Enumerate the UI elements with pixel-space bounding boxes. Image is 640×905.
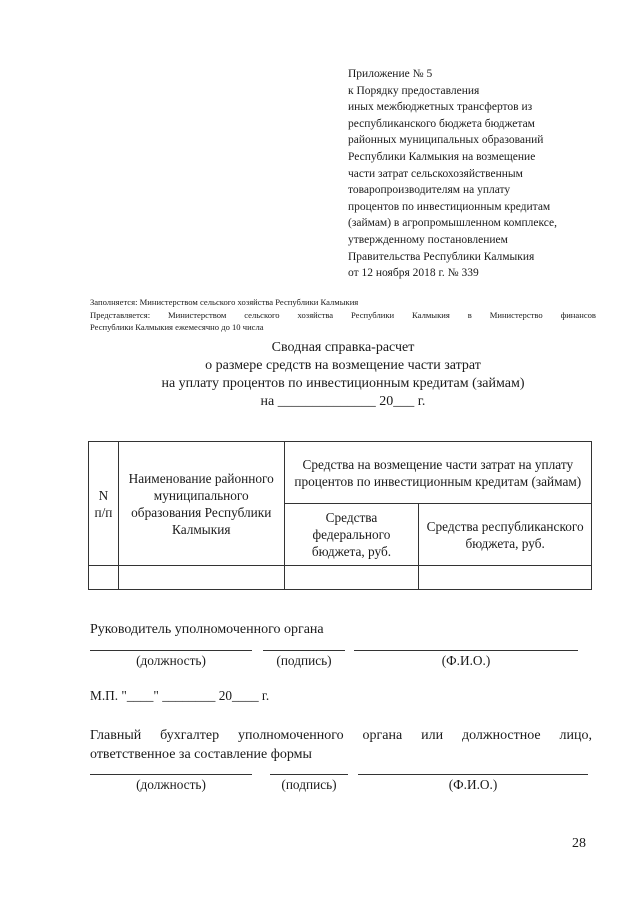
position-line[interactable] — [90, 650, 252, 651]
signature-line[interactable] — [263, 650, 345, 651]
accountant-line-2: ответственное за составление формы — [90, 747, 312, 762]
header-federal-budget: Средства федерального бюджета, руб. — [284, 504, 419, 566]
title-line-3: на уплату процентов по инвестиционным кредитам (займам) — [161, 376, 525, 391]
report-table — [88, 441, 592, 590]
position-caption-2: (должность) — [136, 777, 206, 792]
appendix-line: Правительства Республики Калмыкия — [348, 250, 535, 263]
appendix-line: от 12 ноября 2018 г. № 339 — [348, 267, 479, 280]
fill-info — [90, 296, 596, 334]
header-number: N п/п — [89, 442, 119, 566]
accountant-title — [90, 726, 592, 764]
head-title: Руководитель уполномоченного органа — [90, 622, 324, 637]
mp-year[interactable]: 20____ — [218, 688, 259, 703]
mp-day[interactable]: ____ — [126, 688, 154, 703]
fio-caption-2: (Ф.И.О.) — [448, 777, 498, 792]
cell-number[interactable] — [89, 566, 119, 590]
header-municipality: Наименование районного муниципального образования Республики Калмыкия — [118, 442, 284, 566]
appendix-line: (займам) в агропромышленном комплексе, — [348, 217, 558, 230]
date-year[interactable]: 20___ — [379, 394, 415, 409]
fio-caption: (Ф.И.О.) — [441, 653, 491, 668]
stamp-date-line — [90, 688, 269, 704]
title-line-1: Сводная справка-расчет — [271, 340, 415, 355]
signature-caption-2: (подпись) — [281, 777, 337, 792]
page-number: 28 — [572, 836, 586, 851]
fio-line[interactable] — [354, 650, 578, 651]
signature-caption: (подпись) — [276, 653, 332, 668]
date-suffix: г. — [417, 394, 426, 409]
table-row — [89, 566, 592, 590]
date-prefix: на — [260, 394, 275, 409]
filled-by-text: Заполняется: Министерством сельского хозяйства Республики Калмыкия — [90, 297, 359, 307]
header-funds-group: Средства на возмещение части затрат на уплату процентов по инвестиционным кредитам (займам) — [284, 442, 591, 504]
appendix-line: части затрат сельскохозяйственным — [348, 167, 523, 180]
mp-prefix: М.П. " — [90, 688, 127, 703]
signature-line-2[interactable] — [270, 774, 348, 775]
submitted-by-text: Представляется: Министерством сельского хозяйства Республики Калмыкия в Министерство финансов — [90, 309, 596, 320]
title-date-line — [90, 393, 596, 411]
cell-municipality[interactable] — [118, 566, 284, 590]
appendix-line: товаропроизводителям на уплату — [348, 184, 511, 197]
accountant-line-1: Главный бухгалтер уполномоченного органа или должностное лицо, — [90, 728, 592, 743]
appendix-header — [348, 66, 618, 282]
appendix-line: утвержденному постановлением — [348, 233, 508, 246]
fio-line-2[interactable] — [358, 774, 588, 775]
position-caption: (должность) — [136, 653, 206, 668]
appendix-line: к Порядку предоставления — [348, 84, 480, 97]
cell-republic[interactable] — [419, 566, 592, 590]
appendix-line: районных муниципальных образований — [348, 134, 544, 147]
date-blank[interactable]: ______________ — [277, 394, 376, 409]
appendix-line: иных межбюджетных трансфертов из — [348, 101, 533, 114]
appendix-line: республиканского бюджета бюджетам — [348, 117, 535, 130]
header-republic-budget: Средства республиканского бюджета, руб. — [419, 504, 592, 566]
appendix-line: процентов по инвестиционным кредитам — [348, 200, 551, 213]
title-line-2: о размере средств на возмещение части затрат — [205, 358, 481, 373]
appendix-line: Республики Калмыкия на возмещение — [348, 150, 536, 163]
appendix-line: Приложение № 5 — [348, 68, 433, 80]
submitted-by-text-cont: Республики Калмыкия ежемесячно до 10 числа — [90, 322, 264, 333]
mp-month[interactable]: ________ — [162, 688, 216, 703]
mp-quote: " — [153, 688, 159, 703]
cell-federal[interactable] — [284, 566, 419, 590]
mp-suffix: г. — [261, 688, 270, 703]
position-line-2[interactable] — [90, 774, 252, 775]
document-title — [90, 339, 596, 411]
